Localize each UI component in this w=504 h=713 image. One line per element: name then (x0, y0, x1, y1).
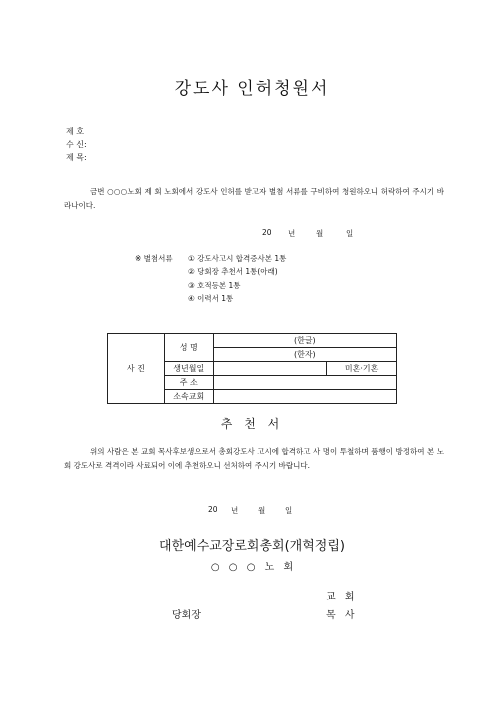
attachments-label: ※ 별첨서류 (135, 254, 173, 263)
presbytery-name: ○ ○ ○ 노 회 (210, 562, 294, 573)
rec-date-month-label: 월 (258, 506, 266, 515)
organization-name: 대한예수교장로회총회(개혁정립) (159, 539, 345, 554)
attachment-item: ③ 호적등본 1통 (188, 281, 241, 290)
church-field[interactable] (213, 390, 396, 404)
rec-date-year: 20 (208, 505, 218, 514)
birthdate-field[interactable] (213, 362, 327, 376)
marital-status-field[interactable]: 미혼·기혼 (327, 362, 397, 376)
subject-label: 제 목: (66, 153, 87, 162)
recipient-label: 수 신: (66, 140, 87, 149)
birthdate-label: 생년월일 (164, 362, 213, 376)
address-field[interactable] (213, 376, 396, 390)
name-label: 성 명 (164, 334, 213, 362)
church-label: 소속교회 (164, 390, 213, 404)
attachment-item: ② 당회장 추천서 1통(아래) (188, 267, 278, 276)
name-hanja-field[interactable]: (한자) (213, 348, 396, 362)
request-paragraph: 금번 ○○○노회 제 회 노회에서 강도사 인허를 받고자 별첨 서류를 구비하여 청원하오니 허락하여 주시기 바라나이다. (64, 187, 444, 210)
address-label: 주 소 (164, 376, 213, 390)
signature-role-label: 당회장 (172, 610, 201, 621)
personal-info-form (107, 333, 397, 404)
doc-number-label: 제 호 (66, 127, 84, 136)
signature-church-label: 교 회 (326, 592, 358, 603)
name-hangul-field[interactable]: (한글) (213, 334, 396, 348)
rec-date-day-label: 일 (285, 506, 293, 515)
signature-pastor-label: 목 사 (326, 610, 358, 621)
photo-label: 사 진 (126, 364, 145, 373)
document-title: 강도사 인허청원서 (174, 79, 330, 99)
photo-box (108, 334, 165, 404)
request-date-year: 20 (262, 228, 272, 237)
request-date-year-label: 년 (288, 229, 296, 238)
rec-date-year-label: 년 (231, 506, 239, 515)
recommendation-paragraph: 위의 사람은 본 교회 목사후보생으로서 총회강도사 고시에 합격하고 사 명이 투철하며 품행이 방정하여 본 노회 강도사로 격격이라 사료되어 이에 추천하오니 선처하여 주시기 바랍니다. (64, 447, 444, 470)
request-date-month-label: 월 (316, 229, 324, 238)
attachment-item: ① 강도사고시 합격증사본 1통 (188, 254, 287, 263)
attachment-item: ④ 이력서 1통 (188, 294, 234, 303)
request-date-day-label: 일 (346, 229, 354, 238)
recommendation-title: 추 천 서 (220, 417, 284, 431)
